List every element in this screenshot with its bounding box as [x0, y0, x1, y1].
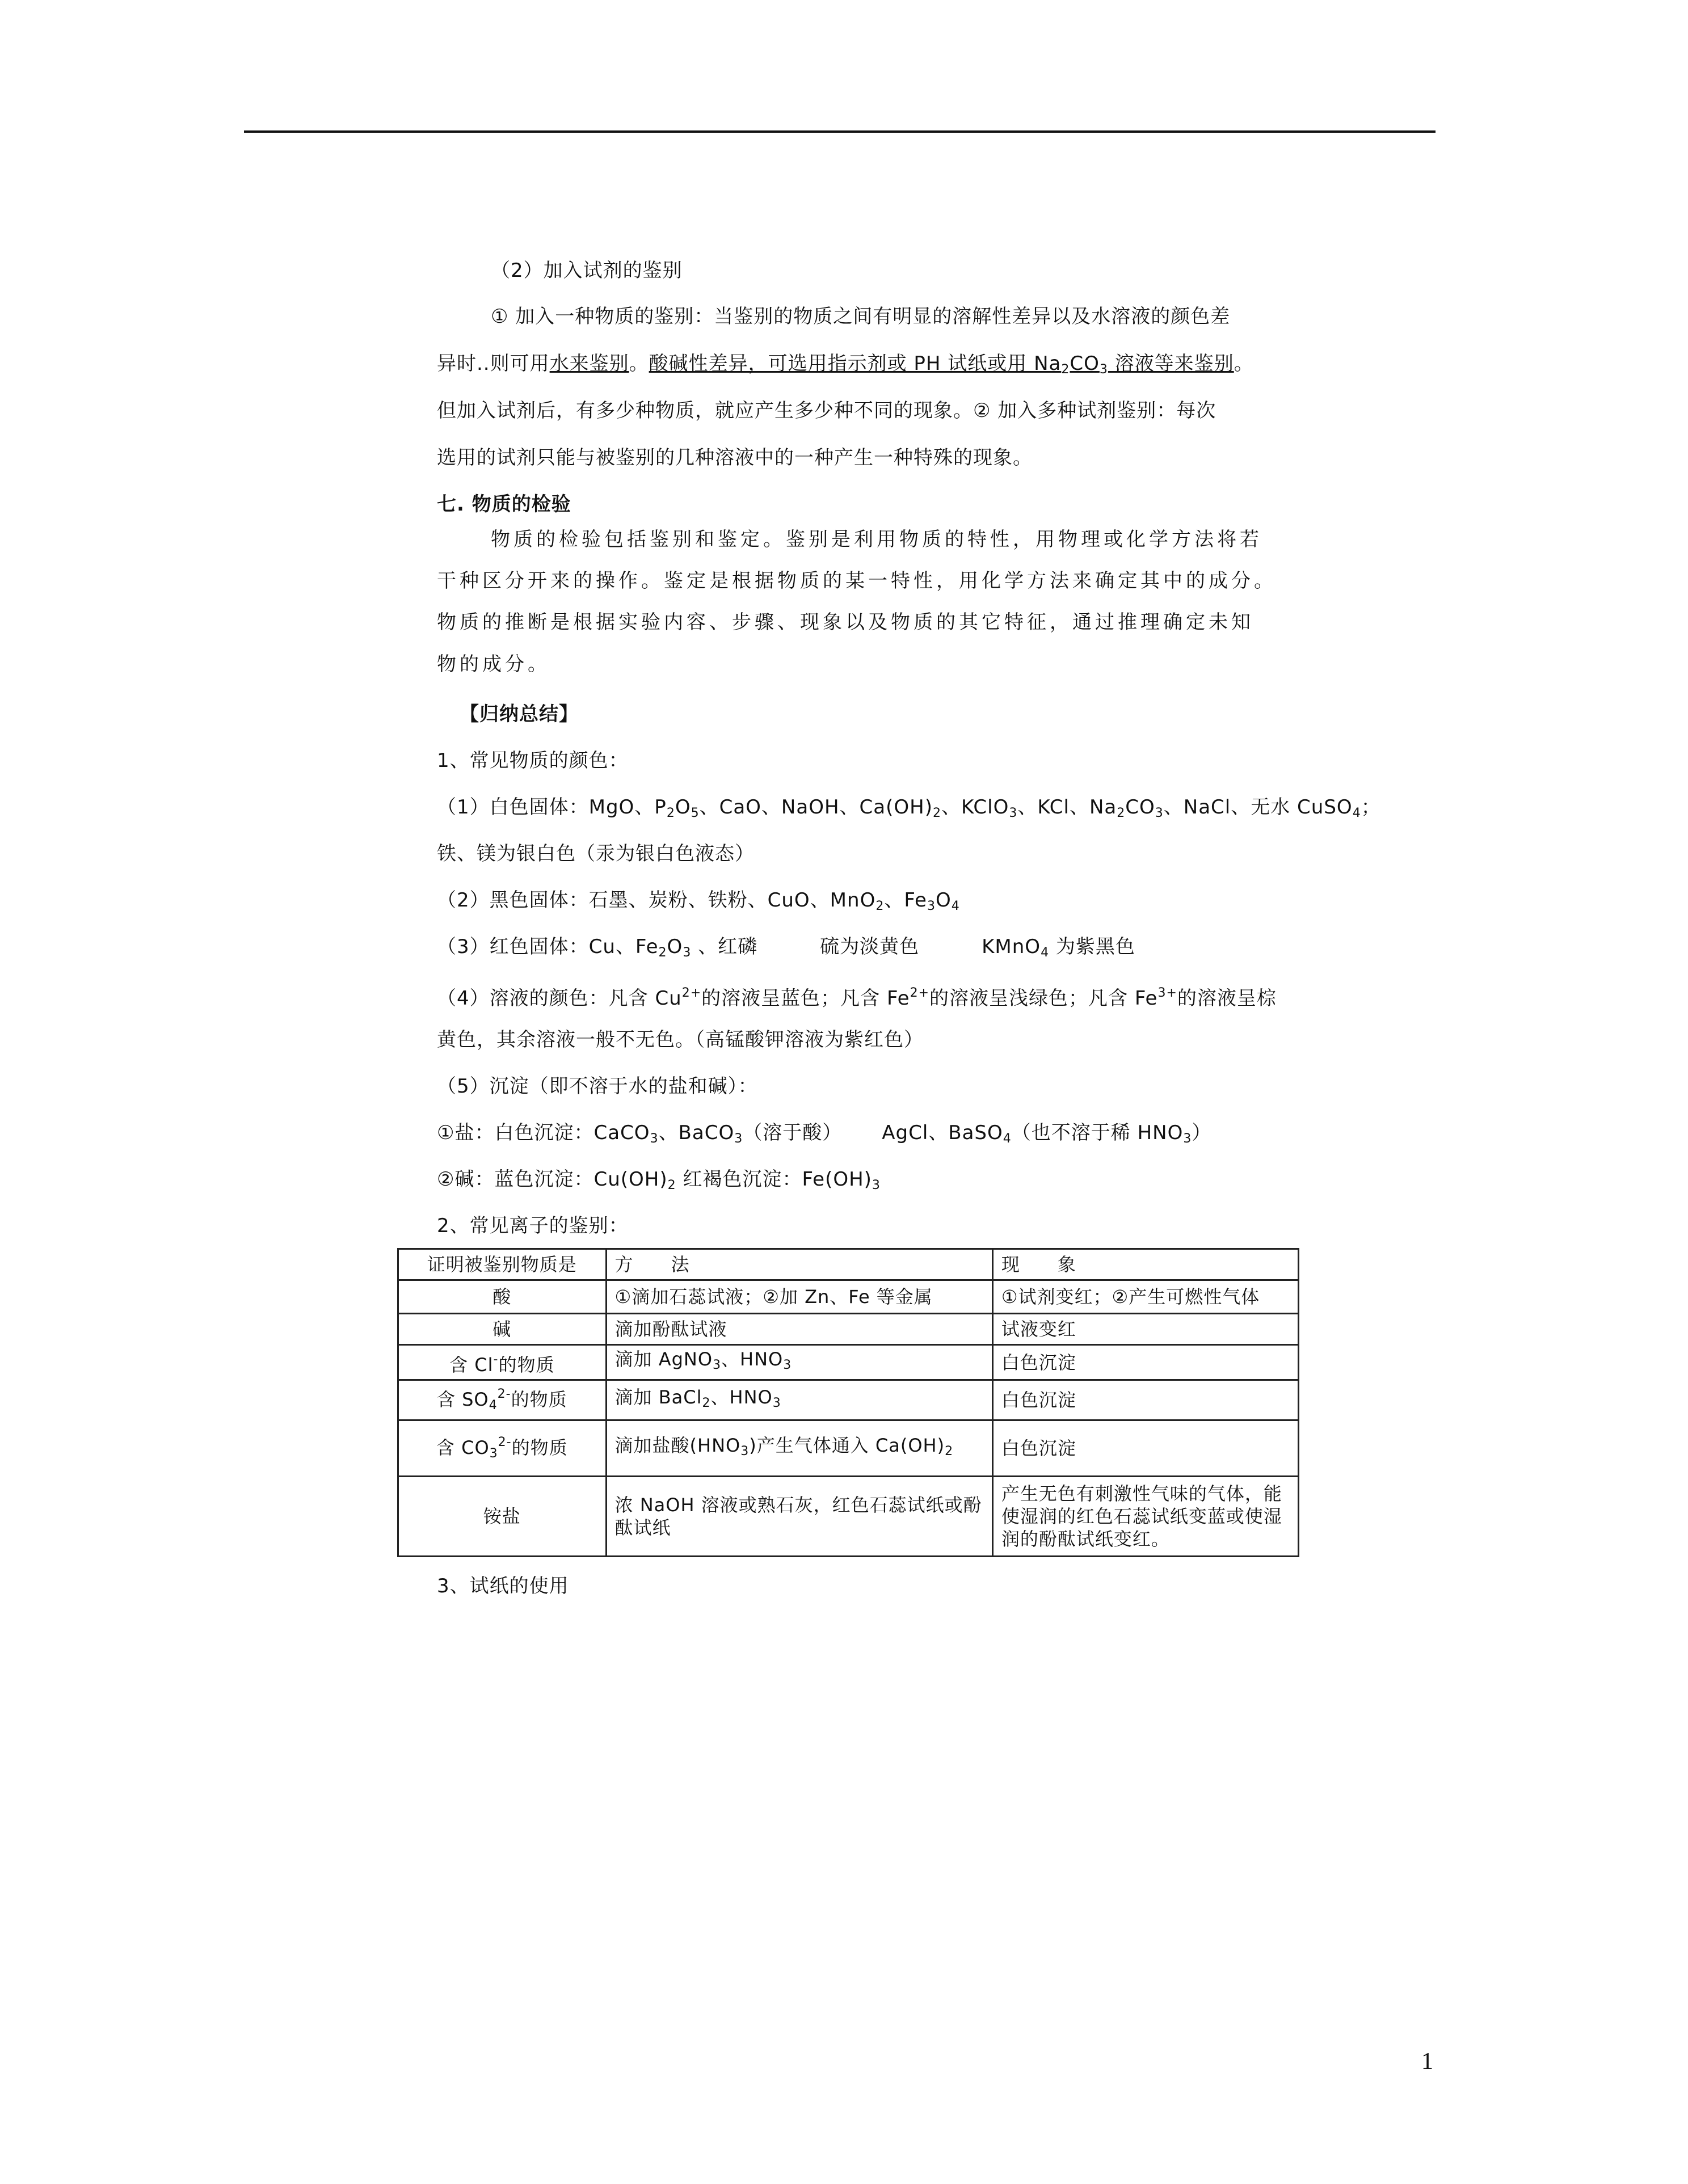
paragraph-line: 异时..则可用水来鉴别。酸碱性差异，可选用指示剂或 PH 试纸或用 $Na_2CO_3$ 溶液等来鉴别。: [437, 352, 1254, 377]
list-item: （2）黑色固体：石墨、炭粉、铁粉、CuO、MnO$_2$、$Fe_3O_4$: [437, 889, 960, 913]
paragraph-line: 但加入试剂后，有多少种物质，就应产生多少种不同的现象。② 加入多种试剂鉴别：每次: [437, 399, 1216, 422]
paragraph-line: ① 加入一种物质的鉴别：当鉴别的物质之间有明显的溶解性差异以及水溶液的颜色差: [491, 305, 1231, 328]
table-row: [398, 1477, 1299, 1557]
table-cell: 滴加 BaCl$_2$、$HNO_3$: [606, 1380, 992, 1420]
table-header-row: [398, 1249, 1299, 1280]
section-heading: 七. 物质的检验: [437, 493, 571, 516]
list-item: ②碱：蓝色沉淀：$Cu(OH)_2$ 红褐色沉淀：$Fe(OH)_3$: [437, 1168, 881, 1192]
table-header-cell: 方 法: [606, 1249, 992, 1280]
list-item: 铁、镁为银白色（汞为银白色液态）: [437, 842, 755, 865]
table-cell: ①滴加石蕊试液；②加 Zn、Fe 等金属: [606, 1280, 992, 1314]
table-cell: 白色沉淀: [992, 1380, 1298, 1420]
list-title: 2、常见离子的鉴别：: [437, 1215, 629, 1237]
list-item: ①盐：白色沉淀：CaCO$_3$、BaCO$_3$（溶于酸） AgCl、BaSO$_4$（也不溶于稀 $HNO_3$）: [437, 1121, 1212, 1146]
paragraph-line: 选用的试剂只能与被鉴别的几种溶液中的一种产生一种特殊的现象。: [437, 446, 1033, 469]
table-cell: ①试剂变红；②产生可燃性气体: [992, 1280, 1298, 1314]
list-item: （3）红色固体：Cu、$Fe_2O_3$ 、红磷 硫为淡黄色 KMnO$_4$ 为紫黑色: [437, 935, 1135, 960]
paragraph-line: 物质的检验包括鉴别和鉴定。鉴别是利用物质的特性，用物理或化学方法将若: [491, 528, 1262, 551]
table-cell: 产生无色有刺激性气味的气体，能使湿润的红色石蕊试纸变蓝或使湿润的酚酞试纸变红。: [992, 1477, 1298, 1557]
table-cell: 含 $CO_3^{2-}$的物质: [398, 1420, 607, 1477]
table-cell: 碱: [398, 1314, 607, 1345]
table-cell: 滴加盐酸$(HNO_3)$产生气体通入 $Ca(OH)_2$: [606, 1420, 992, 1477]
table-row: [398, 1345, 1299, 1380]
list-item: 黄色，其余溶液一般不无色。（高锰酸钾溶液为紫红色）: [437, 1028, 924, 1051]
table-cell: 白色沉淀: [992, 1420, 1298, 1477]
list-item: （5）沉淀（即不溶于水的盐和碱）：: [437, 1075, 758, 1098]
table-row: [398, 1280, 1299, 1314]
table-header-cell: 证明被鉴别物质是: [398, 1249, 607, 1280]
summary-heading: 【归纳总结】: [460, 703, 579, 726]
table-row: [398, 1380, 1299, 1420]
underlined-text: 水来鉴别: [549, 352, 629, 375]
table-cell: 铵盐: [398, 1477, 607, 1557]
paragraph-line: 物质的推断是根据实验内容、步骤、现象以及物质的其它特征，通过推理确定未知: [437, 611, 1254, 634]
table-cell: 试液变红: [992, 1314, 1298, 1345]
table-cell: 含 $SO_4^{2-}$的物质: [398, 1380, 607, 1420]
table-cell: 含 Cl-的物质: [398, 1345, 607, 1380]
table-cell: 白色沉淀: [992, 1345, 1298, 1380]
header-rule: [244, 130, 1436, 133]
table-cell: 浓 NaOH 溶液或熟石灰，红色石蕊试纸或酚酞试纸: [606, 1477, 992, 1557]
paragraph-line: 物的成分。: [437, 653, 550, 676]
table-cell: 滴加酚酞试液: [606, 1314, 992, 1345]
page-number: 1: [1421, 2048, 1433, 2075]
table-header-cell: 现 象: [992, 1249, 1298, 1280]
table-cell: 滴加 AgNO$_3$、$HNO_3$: [606, 1345, 992, 1380]
paragraph-line: 干种区分开来的操作。鉴定是根据物质的某一特性，用化学方法来确定其中的成分。: [437, 570, 1277, 592]
ion-identification-table: [397, 1248, 1299, 1557]
table-cell: 酸: [398, 1280, 607, 1314]
table-row: [398, 1420, 1299, 1477]
list-item: （4）溶液的颜色：凡含 $Cu^{2+}$的溶液呈蓝色；凡含 $Fe^{2+}$的溶液呈浅绿色；凡含 $Fe^{3+}$的溶液呈棕: [437, 986, 1277, 1010]
table-row: [398, 1314, 1299, 1345]
list-title: 1、常见物质的颜色：: [437, 749, 629, 772]
list-item: （1）白色固体：MgO、$P_2O_5$、CaO、NaOH、$Ca(OH)_2$、KClO$_3$、KCl、$Na_2CO_3$、NaCl、无水 CuSO$_4$；: [437, 796, 1381, 820]
underlined-text: 酸碱性差异，可选用指示剂或 PH 试纸或用 $Na_2CO_3$ 溶液等来鉴别: [649, 352, 1234, 377]
list-title: 3、试纸的使用: [437, 1575, 569, 1597]
subsection-title: （2）加入试剂的鉴别: [491, 259, 683, 282]
